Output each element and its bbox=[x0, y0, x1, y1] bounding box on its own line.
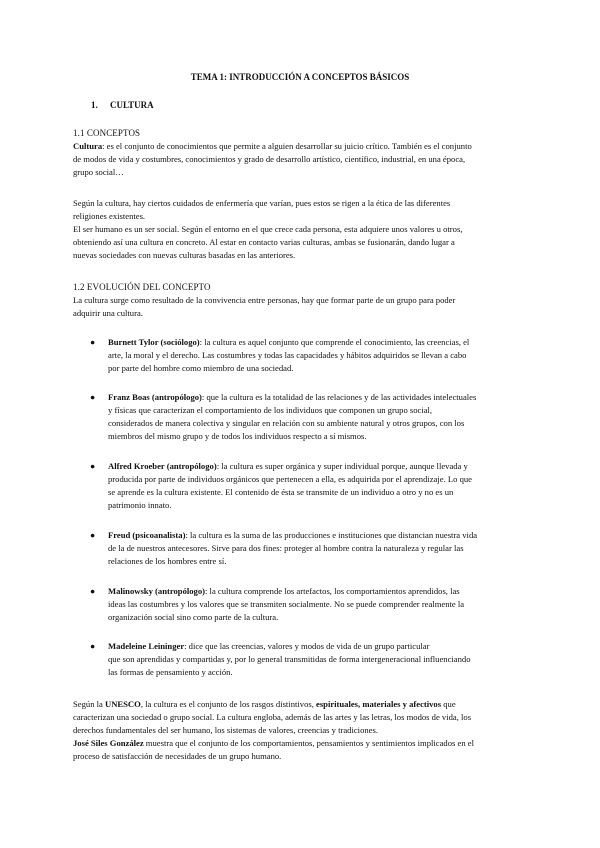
text-line: obteniendo así una cultura en concreto. Al estar en contacto varias culturas, ambas se fusionarán, dando lugar a bbox=[73, 237, 455, 247]
author-name: Franz Boas (antropólogo) bbox=[108, 392, 202, 402]
list-item-text: Madeleine Leininger: dice que las creencias, valores y modos de vida de un grupo particular que son aprendidas y compartidas y, por lo general transmitidas de forma intergeneracional influenciando las formas de pensamiento y acción. bbox=[108, 641, 471, 677]
subsection-heading-evolution: 1.2 EVOLUCIÓN DEL CONCEPTO bbox=[73, 282, 211, 292]
section-label: CULTURA bbox=[110, 100, 154, 110]
context-paragraph bbox=[73, 197, 545, 262]
text-line: derechos fundamentales del ser humano, los sistemas de valores, creencias y tradiciones. bbox=[73, 725, 378, 735]
list-item-text: Alfred Kroeber (antropólogo): la cultura es super orgánica y super individual porque, aunque llevada y producida por parte de individuos orgánicos que pertenecen a ella, es adquirida por el aprendizaje. Lo que se aprende es la cultura existente. El contenido de ésta se transmite de un individuo a otro y no es un patrimonio innato. bbox=[108, 461, 472, 510]
bullet-icon: ● bbox=[90, 530, 96, 540]
text-line: de modos de vida y costumbres, conocimientos y grado de desarrollo artístico, científico, industrial, en una época, bbox=[73, 154, 466, 164]
text-line: José Siles González muestra que el conjunto de los comportamientos, pensamientos y sentimientos implicados en el bbox=[73, 738, 474, 748]
text-line: Según la UNESCO, la cultura es el conjunto de los rasgos distintivos, espirituales, materiales y afectivos que bbox=[73, 699, 456, 709]
bullet-icon: ● bbox=[90, 586, 96, 596]
page-title: TEMA 1: INTRODUCCIÓN A CONCEPTOS BÁSICOS bbox=[190, 72, 410, 82]
section-number: 1. bbox=[91, 100, 98, 110]
closing-paragraph bbox=[73, 698, 545, 763]
author-name: Burnett Tylor (sociólogo) bbox=[108, 337, 200, 347]
emphasis-terms: espirituales, materiales y afectivos bbox=[316, 699, 442, 709]
list-item-text: Burnett Tylor (sociólogo): la cultura es aquel conjunto que comprende el conocimiento, las creencias, el arte, la moral y el derecho. Las costumbres y todas las capacidades y hábitos adquiridos se llevan a cabo por parte del hombre como miembro de una sociedad. bbox=[108, 337, 470, 373]
subsection-heading-concepts: 1.1 CONCEPTOS bbox=[73, 128, 141, 138]
text-line: La cultura surge como resultado de la convivencia entre personas, hay que formar parte de un grupo para poder bbox=[73, 295, 456, 305]
text-line: nuevas sociedades con nuevas culturas basadas en las anteriores. bbox=[73, 250, 296, 260]
author-name: Malinowsky (antropólogo) bbox=[108, 586, 206, 596]
author-name: José Siles González bbox=[73, 738, 144, 748]
text-line: religiones existentes. bbox=[73, 211, 146, 221]
section-heading bbox=[91, 99, 154, 112]
text-line: caracterizan una sociedad o grupo social. La cultura engloba, además de las artes y las letras, los modos de vida, los bbox=[73, 712, 472, 722]
author-name: Madeleine Leininger bbox=[108, 641, 185, 651]
list-item-text: Freud (psicoanalista): la cultura es la suma de las producciones e instituciones que distancian nuestra vida de la de nuestros antecesores. Sirve para dos fines: proteger al hombre contra la naturaleza y regular las relaciones de los hombres entre sí. bbox=[108, 530, 478, 566]
author-name: Alfred Kroeber (antropólogo) bbox=[108, 461, 217, 471]
list-item-text: Malinowsky (antropólogo): la cultura comprende los artefactos, los comportamientos aprendidos, las ideas las costumbres y los valores que se transmiten socialmente. No se puede comprender realmente la organización social sino como parte de la cultura. bbox=[108, 586, 465, 622]
text-line: Cultura: es el conjunto de conocimientos que permite a alguien desarrollar su juicio crítico. También es el conjunto bbox=[73, 141, 472, 151]
bullet-icon: ● bbox=[90, 337, 96, 347]
bullet-icon: ● bbox=[90, 461, 96, 471]
definition-term: Cultura bbox=[73, 141, 103, 151]
text-line: grupo social… bbox=[73, 167, 124, 177]
bullet-icon: ● bbox=[90, 392, 96, 402]
bullet-icon: ● bbox=[90, 641, 96, 651]
author-name: Freud (psicoanalista) bbox=[108, 530, 186, 540]
text-line: adquirir una cultura. bbox=[73, 308, 143, 318]
unesco-term: UNESCO bbox=[104, 699, 141, 709]
text-line: Según la cultura, hay ciertos cuidados de enfermería que varían, pues estos se rigen a la ética de las diferentes bbox=[73, 198, 451, 208]
definition-paragraph bbox=[73, 140, 545, 179]
text-line: El ser humano es un ser social. Según el entorno en el que crece cada persona, esta adquiere unos valores u otros, bbox=[73, 224, 463, 234]
list-item-text: Franz Boas (antropólogo): que la cultura es la totalidad de las relaciones y de las actividades intelectuales y físicas que caracterizan el comportamiento de los individuos que componen un grupo social, considerados de manera colectiva y singular en relación con su ambiente natural y otros grupos, con los miembros del mismo grupo y de todos los individuos respecto a sí mismos. bbox=[108, 392, 477, 441]
text-line: proceso de satisfacción de necesidades de un grupo humano. bbox=[73, 751, 282, 761]
evolution-intro bbox=[73, 294, 545, 320]
